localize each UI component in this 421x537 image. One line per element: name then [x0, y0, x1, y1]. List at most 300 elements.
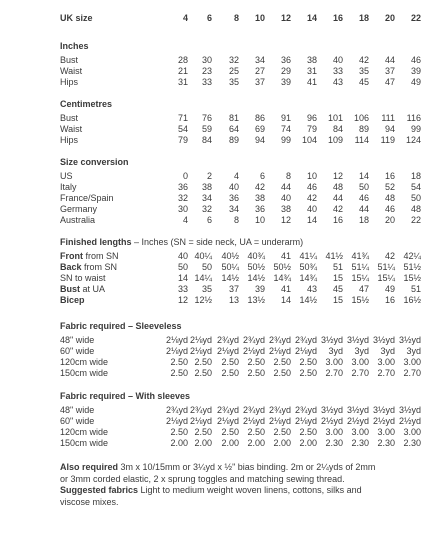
table-cell: 35 [201, 284, 212, 294]
table-row [60, 295, 421, 306]
table-row [60, 262, 421, 273]
table-cell: 2.70 [403, 368, 421, 378]
table-cell: 50 [201, 262, 212, 272]
section-title [60, 236, 360, 248]
row-label: Waist [60, 124, 83, 134]
table-cell: 45 [358, 77, 369, 87]
table-cell: 2¾yd [294, 405, 317, 415]
table-cell: 39 [254, 284, 265, 294]
table-cell: 43 [332, 77, 343, 87]
table-cell: 3½yd [346, 335, 369, 345]
table-cell: 32 [201, 204, 212, 214]
table-cell: 2⅛yd [242, 346, 265, 356]
table-cell: 14¾ [299, 273, 317, 283]
table-cell: 3.00 [403, 427, 421, 437]
table-cell: 99 [280, 135, 291, 145]
table-cell: 50 [358, 182, 369, 192]
table-cell: 49 [410, 77, 421, 87]
table-cell: 3.00 [325, 357, 343, 367]
table-cell: 2.50 [247, 357, 265, 367]
table-cell: 76 [201, 113, 212, 123]
size-conversion-section [60, 156, 421, 226]
uk-size-value: 4 [182, 13, 188, 23]
table-cell: 35 [228, 77, 239, 87]
table-cell: 15 [332, 295, 343, 305]
table-cell: 3yd [380, 346, 395, 356]
table-cell: 3.00 [377, 357, 395, 367]
table-cell: 40 [228, 182, 239, 192]
table-cell: 16 [384, 295, 395, 305]
table-cell: 14½ [221, 273, 239, 283]
table-cell: 38 [201, 182, 212, 192]
table-cell: 3.00 [325, 427, 343, 437]
table-cell: 46 [384, 204, 395, 214]
table-row [60, 438, 421, 449]
table-cell: 3yd [406, 346, 421, 356]
table-row [60, 182, 421, 193]
section-title: Fabric required – With sleeves [60, 391, 190, 401]
also-required-text: 3m x 10/15mm or 3¼yd x ½" bias binding. 2m or 2¼yds of 2mm or 3mm corded elastic, 2 x sprung toggles and matching sewing thread. [60, 462, 376, 484]
table-cell: 8 [233, 215, 239, 225]
table-cell: 14½ [247, 273, 265, 283]
table-cell: 2.30 [377, 438, 395, 448]
table-cell: 59 [201, 124, 212, 134]
table-cell: 41¾ [351, 251, 369, 261]
table-cell: 50¼ [221, 262, 239, 272]
table-row [60, 55, 421, 66]
table-cell: 2.70 [351, 368, 369, 378]
table-cell: 84 [332, 124, 343, 134]
table-cell: 46 [410, 55, 421, 65]
table-cell: 44 [280, 182, 291, 192]
table-cell: 3.00 [351, 357, 369, 367]
table-cell: 74 [280, 124, 291, 134]
table-cell: 2⅛yd [189, 335, 212, 345]
table-cell: 2⅛yd [189, 346, 212, 356]
table-cell: 2.50 [247, 368, 265, 378]
table-cell: 16 [384, 171, 395, 181]
table-row [60, 284, 421, 295]
table-cell: 40 [332, 55, 343, 65]
table-row [60, 273, 421, 284]
row-label-rest: SN to waist [60, 273, 106, 283]
table-cell: 10 [254, 215, 265, 225]
table-cell: 86 [254, 113, 265, 123]
table-cell: 2 [206, 171, 212, 181]
row-label: 150cm wide [60, 368, 109, 378]
table-cell: 3yd [328, 346, 343, 356]
table-cell: 47 [384, 77, 395, 87]
table-cell: 12 [280, 215, 291, 225]
row-label [60, 262, 117, 273]
table-cell: 41¼ [299, 251, 317, 261]
table-cell: 79 [306, 124, 317, 134]
table-cell: 14 [358, 171, 369, 181]
table-cell: 3½yd [320, 405, 343, 415]
table-cell: 40 [306, 204, 317, 214]
table-cell: 2.50 [299, 368, 317, 378]
uk-size-value: 8 [233, 13, 239, 23]
table-cell: 2.50 [170, 368, 188, 378]
table-row [60, 124, 421, 135]
row-label: Australia [60, 215, 96, 225]
uk-size-value: 12 [280, 13, 291, 23]
row-label: Waist [60, 66, 83, 76]
row-label: 48" wide [60, 335, 95, 345]
table-cell: 3½yd [320, 335, 343, 345]
table-cell: 48 [410, 204, 421, 214]
table-cell: 2¾yd [216, 335, 239, 345]
table-cell: 15½ [403, 273, 421, 283]
table-cell: 42¼ [403, 251, 421, 261]
table-cell: 14¾ [273, 273, 291, 283]
table-row [60, 251, 421, 262]
table-cell: 2¾yd [189, 405, 212, 415]
table-cell: 2⅛yd [242, 416, 265, 426]
table-row [60, 416, 421, 427]
row-label: Bust [60, 55, 79, 65]
table-row [60, 113, 421, 124]
table-cell: 14 [280, 295, 291, 305]
table-cell: 2⅛yd [294, 346, 317, 356]
table-cell: 91 [280, 113, 291, 123]
table-cell: 41½ [325, 251, 343, 261]
table-cell: 94 [384, 124, 395, 134]
table-cell: 2.70 [325, 368, 343, 378]
table-cell: 34 [228, 204, 239, 214]
table-cell: 13½ [247, 295, 265, 305]
table-cell: 38 [254, 193, 265, 203]
table-cell: 3½yd [398, 335, 421, 345]
table-cell: 2¾yd [294, 335, 317, 345]
table-cell: 2.50 [194, 368, 212, 378]
table-cell: 45 [332, 284, 343, 294]
table-cell: 6 [206, 215, 212, 225]
table-cell: 64 [228, 124, 239, 134]
table-cell: 41 [280, 251, 291, 261]
table-cell: 2¾yd [242, 405, 265, 415]
table-cell: 38 [280, 204, 291, 214]
table-cell: 39 [280, 77, 291, 87]
table-cell: 109 [327, 135, 343, 145]
row-label-bold: Front [60, 251, 83, 261]
notes-block [60, 462, 380, 508]
table-row [60, 135, 421, 146]
row-label: France/Spain [60, 193, 114, 203]
table-cell: 51 [410, 284, 421, 294]
table-cell: 84 [201, 135, 212, 145]
table-cell: 2½yd [398, 416, 421, 426]
table-cell: 12½ [194, 295, 212, 305]
table-cell: 37 [254, 77, 265, 87]
fabric-sleeveless-section [60, 320, 421, 379]
table-cell: 104 [301, 135, 317, 145]
table-cell: 2.00 [273, 438, 291, 448]
row-label [60, 273, 106, 284]
table-cell: 15½ [351, 295, 369, 305]
table-cell: 3½yd [398, 405, 421, 415]
table-cell: 18 [410, 171, 421, 181]
fabric-sleeves-section [60, 390, 421, 449]
table-cell: 36 [228, 193, 239, 203]
table-cell: 2½yd [372, 416, 395, 426]
row-label: 150cm wide [60, 438, 109, 448]
row-label-rest: at UA [80, 284, 106, 294]
table-cell: 2.50 [247, 427, 265, 437]
also-required-paragraph [60, 462, 380, 485]
table-row [60, 357, 421, 368]
uk-size-value: 18 [358, 13, 369, 23]
table-cell: 34 [254, 55, 265, 65]
table-cell: 42 [384, 251, 395, 261]
section-title: Fabric required – Sleeveless [60, 321, 182, 331]
table-row [60, 66, 421, 77]
table-cell: 119 [380, 135, 395, 145]
table-cell: 46 [358, 193, 369, 203]
table-cell: 41 [306, 77, 317, 87]
table-cell: 42 [332, 204, 343, 214]
table-cell: 69 [254, 124, 265, 134]
uk-size-value: 10 [254, 13, 265, 23]
table-cell: 37 [228, 284, 239, 294]
row-label: 120cm wide [60, 357, 109, 367]
table-cell: 35 [358, 66, 369, 76]
uk-size-value: 14 [306, 13, 317, 23]
uk-size-label: UK size [60, 13, 93, 23]
row-label-bold: Bicep [60, 295, 85, 305]
table-cell: 40¼ [194, 251, 212, 261]
table-cell: 50¾ [299, 262, 317, 272]
uk-size-value: 6 [206, 13, 212, 23]
row-label-rest: from SN [81, 262, 118, 272]
table-row [60, 215, 421, 226]
table-cell: 14¼ [194, 273, 212, 283]
table-cell: 2.50 [273, 427, 291, 437]
row-label: 60" wide [60, 416, 95, 426]
table-cell: 2¾yd [242, 335, 265, 345]
suggested-fabrics-paragraph [60, 485, 380, 508]
table-cell: 116 [406, 113, 421, 123]
table-cell: 42 [306, 193, 317, 203]
table-cell: 42 [358, 55, 369, 65]
table-cell: 2.50 [273, 368, 291, 378]
row-label: Germany [60, 204, 98, 214]
table-row [60, 346, 421, 357]
table-cell: 12 [177, 295, 188, 305]
row-label: Hips [60, 77, 79, 87]
section-title-rest: – Inches (SN = side neck, UA = underarm) [131, 237, 304, 247]
table-cell: 20 [384, 215, 395, 225]
table-cell: 47 [358, 284, 369, 294]
row-label [60, 284, 105, 295]
table-cell: 2.00 [170, 438, 188, 448]
table-cell: 36 [177, 182, 188, 192]
table-cell: 48 [332, 182, 343, 192]
table-cell: 89 [228, 135, 239, 145]
table-cell: 32 [228, 55, 239, 65]
centimetres-section [60, 98, 421, 146]
uk-size-row [60, 12, 421, 24]
table-cell: 50 [177, 262, 188, 272]
uk-size-section [60, 12, 421, 24]
table-cell: 51¼ [377, 262, 395, 272]
table-cell: 10 [306, 171, 317, 181]
table-cell: 54 [177, 124, 188, 134]
table-cell: 18 [358, 215, 369, 225]
table-cell: 2.30 [403, 438, 421, 448]
table-cell: 54 [410, 182, 421, 192]
row-label: 48" wide [60, 405, 95, 415]
table-cell: 14½ [299, 295, 317, 305]
table-cell: 4 [182, 215, 188, 225]
table-cell: 30 [177, 204, 188, 214]
row-label [60, 295, 85, 306]
table-cell: 12 [332, 171, 343, 181]
table-cell: 2.50 [273, 357, 291, 367]
table-cell: 52 [384, 182, 395, 192]
table-cell: 33 [177, 284, 188, 294]
table-cell: 2.00 [247, 438, 265, 448]
table-cell: 36 [280, 55, 291, 65]
table-cell: 28 [177, 55, 188, 65]
table-cell: 2⅛yd [216, 416, 239, 426]
table-cell: 2¾yd [216, 405, 239, 415]
table-cell: 37 [384, 66, 395, 76]
table-cell: 81 [228, 113, 239, 123]
row-label: Bust [60, 113, 79, 123]
table-cell: 2¾yd [165, 405, 188, 415]
also-required-label: Also required [60, 462, 119, 472]
suggested-fabrics-text: Light to medium weight woven linens, cottons, silks and viscose mixes. [60, 485, 362, 507]
table-cell: 2.50 [194, 357, 212, 367]
table-row [60, 77, 421, 88]
table-row [60, 368, 421, 379]
table-cell: 27 [254, 66, 265, 76]
table-cell: 2.50 [299, 427, 317, 437]
table-cell: 32 [177, 193, 188, 203]
table-cell: 101 [327, 113, 343, 123]
table-cell: 96 [306, 113, 317, 123]
table-cell: 15 [332, 273, 343, 283]
table-cell: 114 [354, 135, 369, 145]
table-cell: 39 [410, 66, 421, 76]
table-cell: 2⅛yd [268, 346, 291, 356]
table-cell: 3.00 [377, 427, 395, 437]
table-cell: 2.50 [221, 427, 239, 437]
inches-section [60, 40, 421, 88]
table-cell: 4 [233, 171, 239, 181]
table-cell: 43 [306, 284, 317, 294]
table-cell: 25 [228, 66, 239, 76]
table-cell: 29 [280, 66, 291, 76]
row-label: Hips [60, 135, 79, 145]
table-cell: 50½ [247, 262, 265, 272]
table-cell: 23 [201, 66, 212, 76]
table-cell: 2.50 [170, 357, 188, 367]
table-cell: 50 [410, 193, 421, 203]
table-cell: 13 [228, 295, 239, 305]
table-cell: 2⅛yd [268, 416, 291, 426]
table-cell: 8 [285, 171, 291, 181]
table-cell: 3.00 [403, 357, 421, 367]
table-cell: 14 [177, 273, 188, 283]
table-cell: 2.00 [194, 438, 212, 448]
table-cell: 15¼ [351, 273, 369, 283]
table-cell: 22 [410, 215, 421, 225]
section-title: Size conversion [60, 157, 129, 167]
table-cell: 0 [182, 171, 188, 181]
table-cell: 2.50 [221, 368, 239, 378]
table-cell: 124 [405, 135, 421, 145]
table-cell: 2.00 [299, 438, 317, 448]
table-cell: 48 [384, 193, 395, 203]
row-label: 120cm wide [60, 427, 109, 437]
table-row [60, 171, 421, 182]
table-cell: 16 [332, 215, 343, 225]
table-cell: 2⅛yd [216, 346, 239, 356]
uk-size-value: 22 [410, 13, 421, 23]
table-cell: 51½ [403, 262, 421, 272]
finished-lengths-section [60, 236, 421, 306]
section-title: Centimetres [60, 99, 113, 109]
section-title-bold: Finished lengths [60, 237, 132, 247]
table-cell: 51 [332, 262, 343, 272]
row-label-bold: Back [60, 262, 82, 272]
table-cell: 31 [177, 77, 188, 87]
table-row [60, 427, 421, 438]
row-label [60, 251, 119, 262]
table-cell: 15¼ [377, 273, 395, 283]
row-label: US [60, 171, 73, 181]
table-cell: 51¼ [351, 262, 369, 272]
table-cell: 44 [332, 193, 343, 203]
table-row [60, 335, 421, 346]
table-cell: 2⅛yd [165, 335, 188, 345]
table-cell: 34 [201, 193, 212, 203]
table-cell: 3½yd [346, 405, 369, 415]
table-cell: 46 [306, 182, 317, 192]
table-cell: 3½yd [372, 405, 395, 415]
table-cell: 106 [353, 113, 369, 123]
table-row [60, 193, 421, 204]
table-cell: 2¾yd [268, 405, 291, 415]
table-cell: 3½yd [372, 335, 395, 345]
table-cell: 2.00 [221, 438, 239, 448]
table-cell: 2.30 [351, 438, 369, 448]
table-cell: 2½yd [346, 416, 369, 426]
table-cell: 14 [306, 215, 317, 225]
row-label-rest: from SN [83, 251, 119, 261]
table-cell: 2⅛yd [189, 416, 212, 426]
table-cell: 40 [177, 251, 188, 261]
table-cell: 99 [410, 124, 421, 134]
table-cell: 2.70 [377, 368, 395, 378]
table-cell: 79 [177, 135, 188, 145]
table-cell: 40½ [221, 251, 239, 261]
table-cell: 2½yd [320, 416, 343, 426]
table-cell: 44 [358, 204, 369, 214]
table-cell: 41 [280, 284, 291, 294]
table-cell: 31 [306, 66, 317, 76]
table-cell: 111 [381, 113, 395, 123]
table-cell: 16½ [403, 295, 421, 305]
uk-size-value: 16 [332, 13, 343, 23]
row-label: Italy [60, 182, 77, 192]
table-cell: 50½ [273, 262, 291, 272]
table-cell: 36 [254, 204, 265, 214]
row-label-bold: Bust [60, 284, 80, 294]
table-cell: 38 [306, 55, 317, 65]
